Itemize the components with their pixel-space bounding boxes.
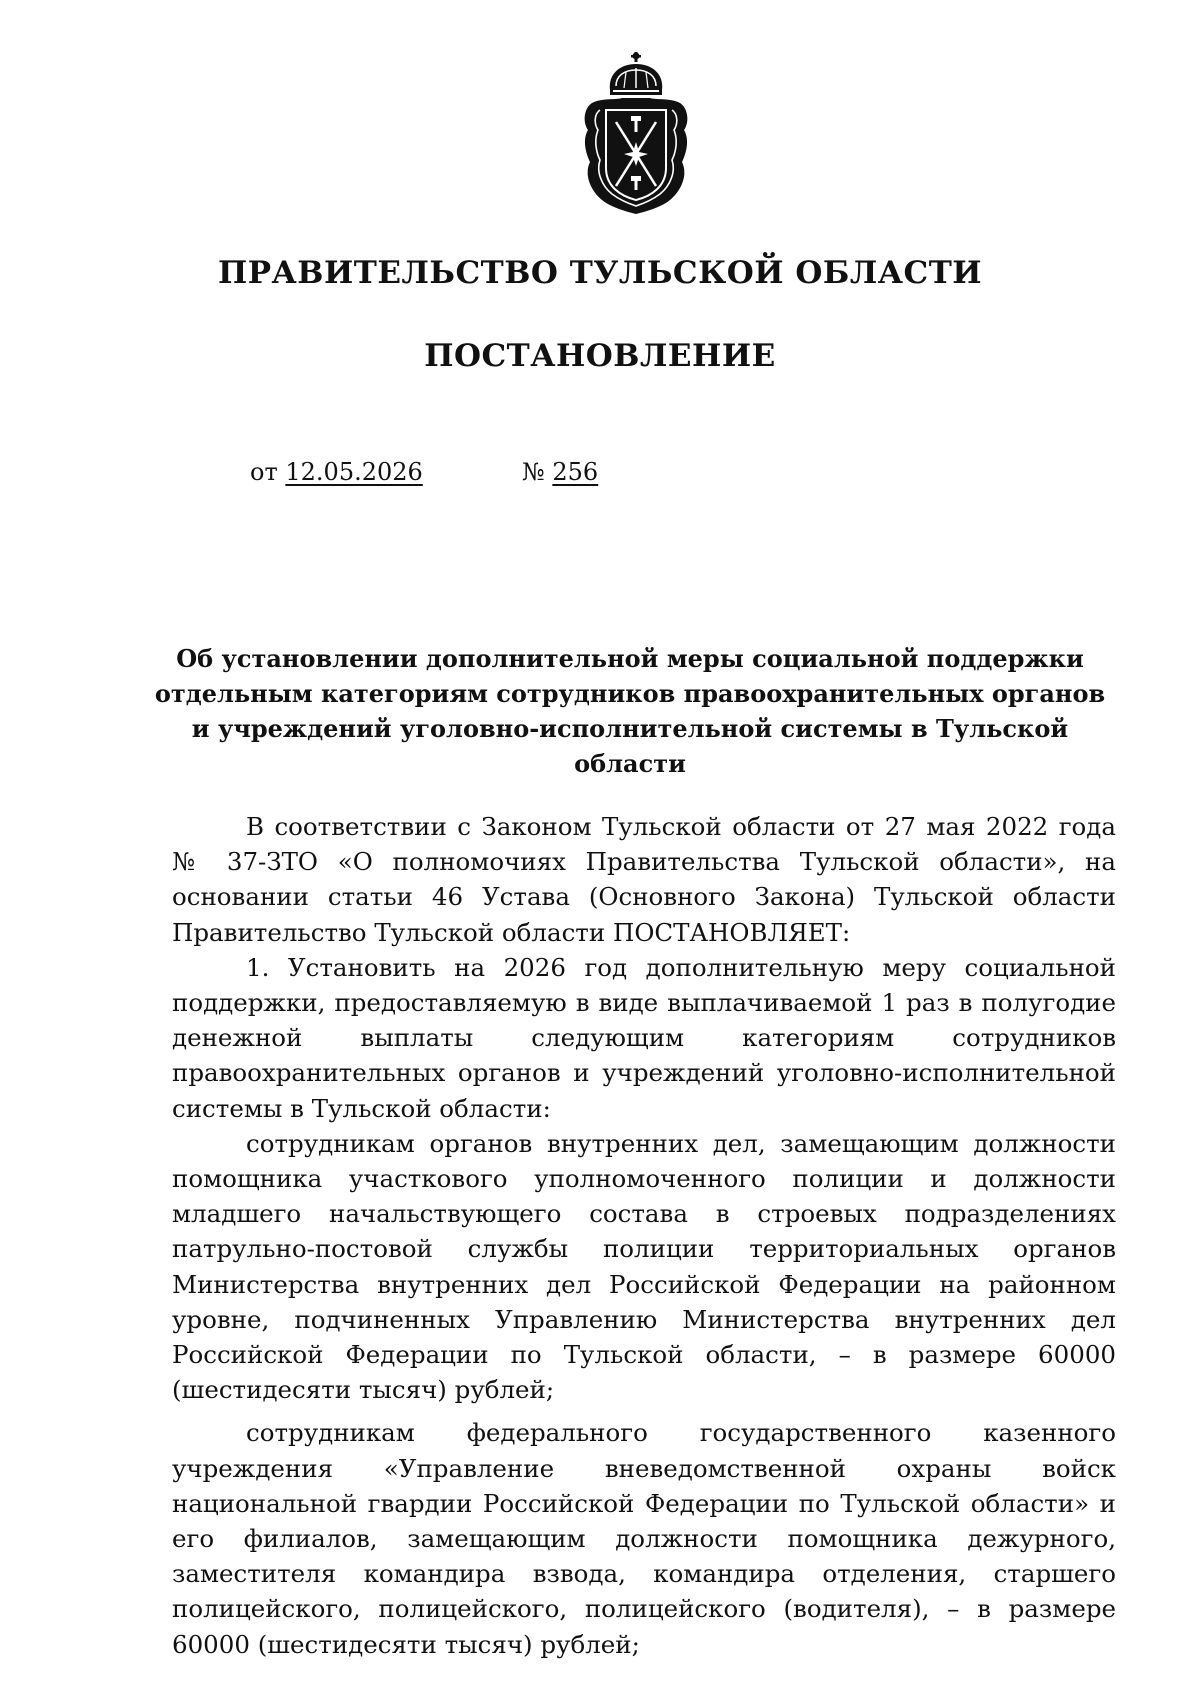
shield-icon bbox=[606, 110, 666, 200]
document-title bbox=[150, 641, 1110, 781]
number-prefix: № bbox=[522, 458, 545, 486]
date-value: 12.05.2026 bbox=[285, 458, 423, 486]
document-body bbox=[172, 809, 1116, 1662]
item-1-paragraph: 1. Установить на 2026 год дополнительную меру социальной поддержки, предоставляемую в виде выплачиваемой 1 раз в полугодие денежной выплаты следующим категориям сотрудников правоохранительных органов и учреждений уголовно-исполнительной системы в Тульской области: bbox=[172, 952, 1116, 1123]
preamble-paragraph: В соответствии с Законом Тульской области от 27 мая 2022 года № 37-ЗТО «О полномочиях Правительства Тульской области», на основании статьи 46 Устава (Основного Закона) Тульской области Правительство Тульской области ПОСТАНОВЛЯЕТ: bbox=[172, 812, 1116, 947]
title-line: отдельным категориям сотрудников правоохранительных органов bbox=[154, 679, 1106, 708]
title-line: и учреждений уголовно-исполнительной системы в Тульской области bbox=[191, 714, 1069, 778]
organization-name: ПРАВИТЕЛЬСТВО ТУЛЬСКОЙ ОБЛАСТИ bbox=[217, 255, 983, 291]
document-number bbox=[522, 458, 598, 486]
title-line: Об установлении дополнительной меры социальной поддержки bbox=[176, 644, 1084, 673]
subitem-paragraph: сотрудникам органов внутренних дел, замещающим должности помощника участкового уполномоченного полиции и должности младшего начальствующего состава в строевых подразделениях патрульно-постовой службы полиции территориальных органов Министерства внутренних дел Российской Федерации на районном уровне, подчиненных Управлению Министерства внутренних дел Российской Федерации по Тульской области, – в размере 60000 (шестидесяти тысяч) рублей; bbox=[172, 1128, 1116, 1405]
document-date bbox=[250, 458, 423, 486]
date-prefix: от bbox=[250, 458, 278, 486]
document-type: ПОСТАНОВЛЕНИЕ bbox=[424, 338, 776, 374]
coat-of-arms-emblem bbox=[580, 50, 692, 215]
crown-icon bbox=[610, 52, 662, 95]
subitem-paragraph: сотрудникам федерального государственного казенного учреждения «Управление вневедомственной охраны войск национальной гвардии Российской Федерации по Тульской области» и его филиалов, замещающим должности помощника дежурного, заместителя командира взвода, командира отделения, старшего полицейского, полицейского, полицейского (водителя), – в размере 60000 (шестидесяти тысяч) рублей; bbox=[172, 1418, 1116, 1659]
number-value: 256 bbox=[552, 458, 599, 486]
